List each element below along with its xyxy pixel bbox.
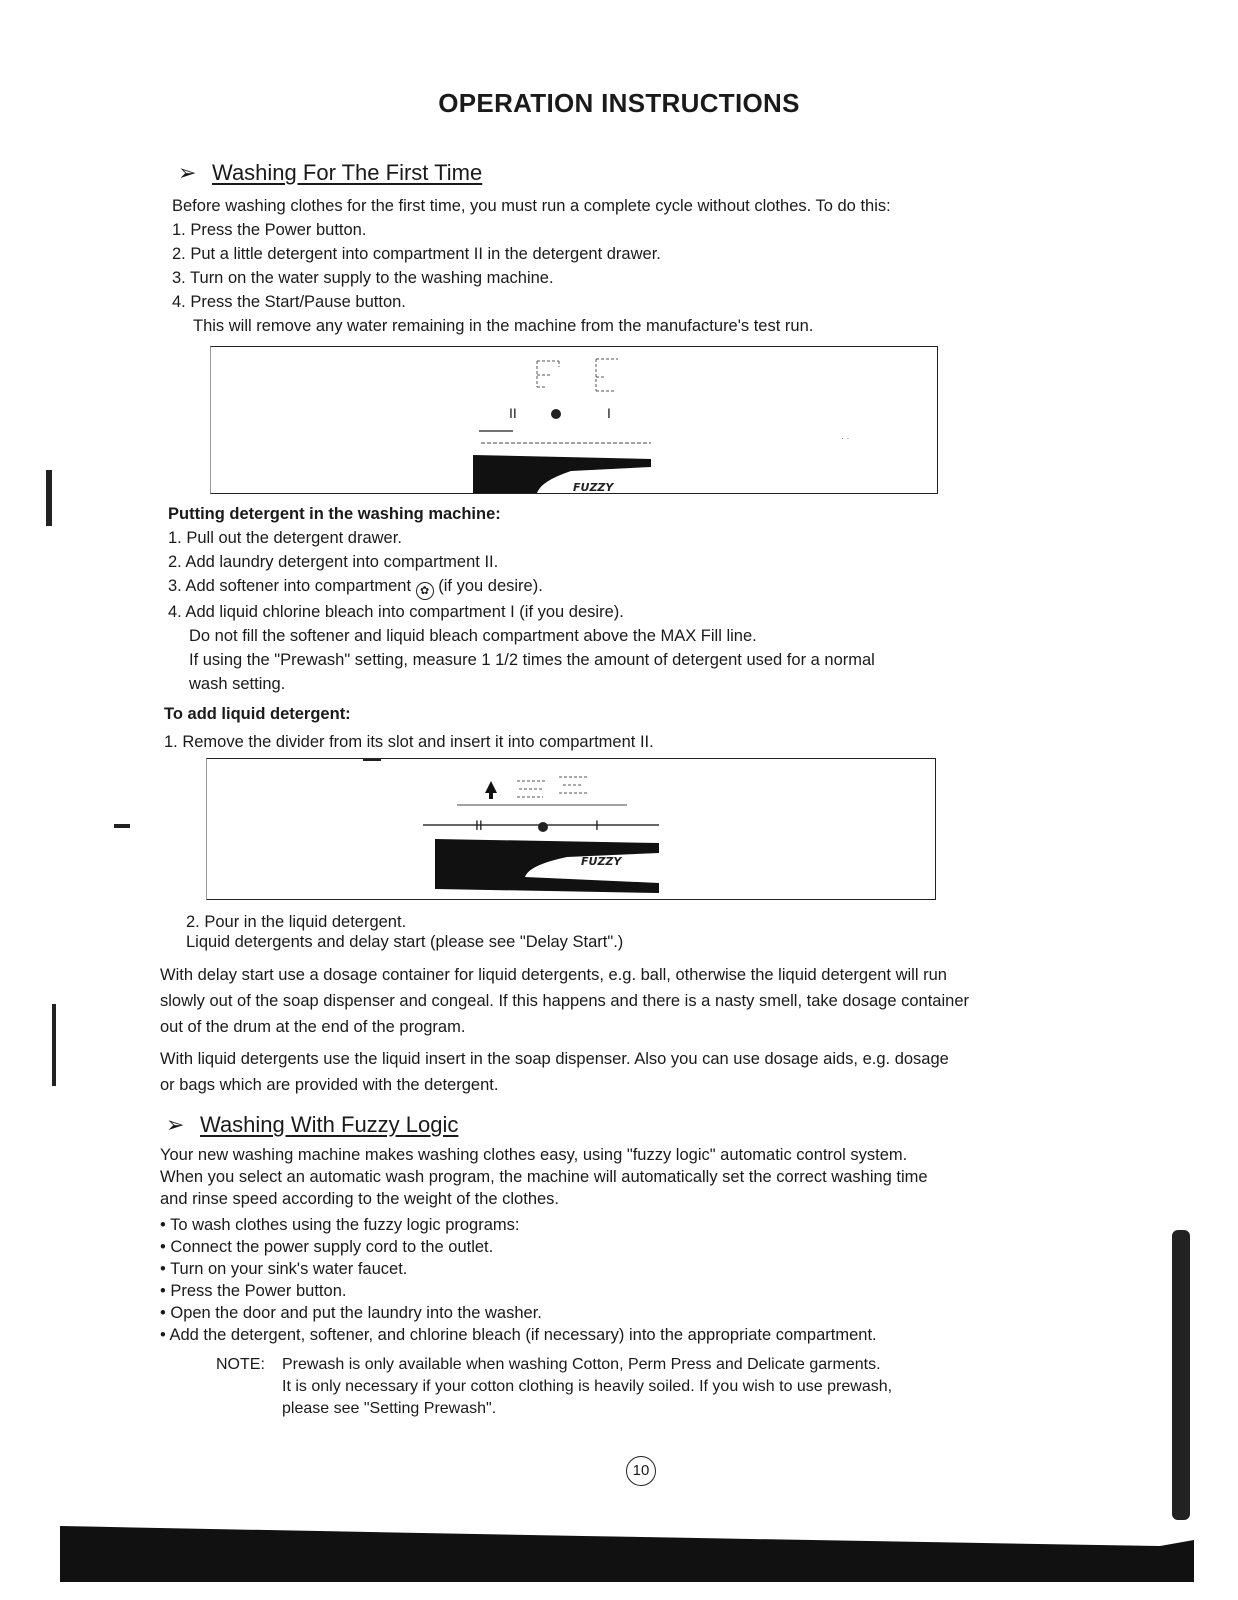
compartment-ii-label: II [509,405,517,421]
page-title: OPERATION INSTRUCTIONS [438,88,800,118]
brand-label: FUZZY [581,855,622,868]
svg-text:· ·: · · [841,433,850,443]
liquid-step: 2. Pour in the liquid detergent. [186,913,407,931]
fuzzy-bullet-list [160,1214,877,1346]
list-item: • To wash clothes using the fuzzy logic programs: [160,1216,520,1234]
arrow-right-icon: ➢ [166,1112,185,1137]
scan-edge-mark [1172,1230,1190,1520]
list-item: • Add the detergent, softener, and chlorine bleach (if necessary) into the appropriate compartment. [160,1326,877,1344]
liquid-detergent-heading: To add liquid detergent: [164,705,351,723]
compartment-ii-label: II [475,817,483,833]
note-label: NOTE: [216,1356,265,1373]
liquid-step-note: Liquid detergents and delay start (please see "Delay Start".) [186,933,624,951]
first-time-step: 2. Put a little detergent into compartment II in the detergent drawer. [172,245,661,263]
liquid-step-2 [186,912,623,952]
putting-detergent-heading: Putting detergent in the washing machine: [168,505,501,523]
detergent-step-softener: 3. Add softener into compartment ✿ (if you desire). [168,574,875,600]
first-time-step: 3. Turn on the water supply to the washing machine. [172,269,554,287]
detergent-extra: Do not fill the softener and liquid bleach compartment above the MAX Fill line. [189,627,757,645]
putting-detergent-text [168,502,875,696]
compartment-i-label: I [607,405,611,421]
section-heading-fuzzy-logic: ➢ Washing With Fuzzy Logic [166,1112,459,1137]
scan-margin-mark [52,1004,56,1086]
softener-icon: ✿ [416,582,434,600]
compartment-i-label: I [595,817,599,833]
detergent-drawer-figure-1 [210,346,938,494]
detergent-step: 1. Pull out the detergent drawer. [168,529,402,547]
detergent-drawer-figure-2 [206,758,936,900]
first-time-text [172,194,891,338]
liquid-step: 1. Remove the divider from its slot and insert it into compartment II. [164,733,654,751]
scan-margin-mark [46,470,52,526]
brand-label: FUZZY [573,481,614,494]
detergent-extra: wash setting. [189,675,286,693]
arrow-right-icon: ➢ [178,160,197,185]
first-time-intro: Before washing clothes for the first time, you must run a complete cycle without clothes. To do this: [172,197,891,215]
list-item: • Press the Power button. [160,1282,347,1300]
first-time-step: 1. Press the Power button. [172,221,367,239]
list-item: • Connect the power supply cord to the outlet. [160,1238,494,1256]
delay-start-paragraph: With delay start use a dosage container for liquid detergents, e.g. ball, otherwise the liquid detergent will run slowly out of the soap dispenser and congeal. If this happens and there is a nasty smell, take dosage container out of the drum at the end of the program. [160,966,969,1036]
section-heading-first-time: ➢ Washing For The First Time [178,160,483,185]
liquid-detergent-text [164,702,654,754]
drawer-illustration-1 [211,347,937,493]
liquid-insert-paragraph: With liquid detergents use the liquid insert in the soap dispenser. Also you can use dosage aids, e.g. dosage or bags which are provided with the detergent. [160,1050,949,1094]
list-item: • Open the door and put the laundry into the washer. [160,1304,542,1322]
detergent-step: 4. Add liquid chlorine bleach into compartment I (if you desire). [168,603,624,621]
detergent-extra: If using the "Prewash" setting, measure 1 1/2 times the amount of detergent used for a normal [189,651,875,669]
fuzzy-intro: Your new washing machine makes washing clothes easy, using "fuzzy logic" automatic control system. When you select an automatic wash program, the machine will automatically set the correct washing time and rinse speed according to the weight of the clothes. [160,1146,928,1208]
list-item: • Turn on your sink's water faucet. [160,1260,408,1278]
prewash-note: NOTE: Prewash is only available when washing Cotton, Perm Press and Delicate garments. It is only necessary if your cotton clothing is heavily soiled. If you wish to use prewash, please see "Setting Prewash". [216,1354,892,1420]
first-time-note: This will remove any water remaining in the machine from the manufacture's test run. [193,317,814,335]
scan-edge-shadow [60,1522,1200,1582]
detergent-step: 2. Add laundry detergent into compartment II. [168,553,499,571]
first-time-step: 4. Press the Start/Pause button. [172,293,406,311]
drawer-illustration-2 [207,759,935,899]
scan-dash-mark [114,824,130,828]
page-number: 10 [626,1456,656,1486]
